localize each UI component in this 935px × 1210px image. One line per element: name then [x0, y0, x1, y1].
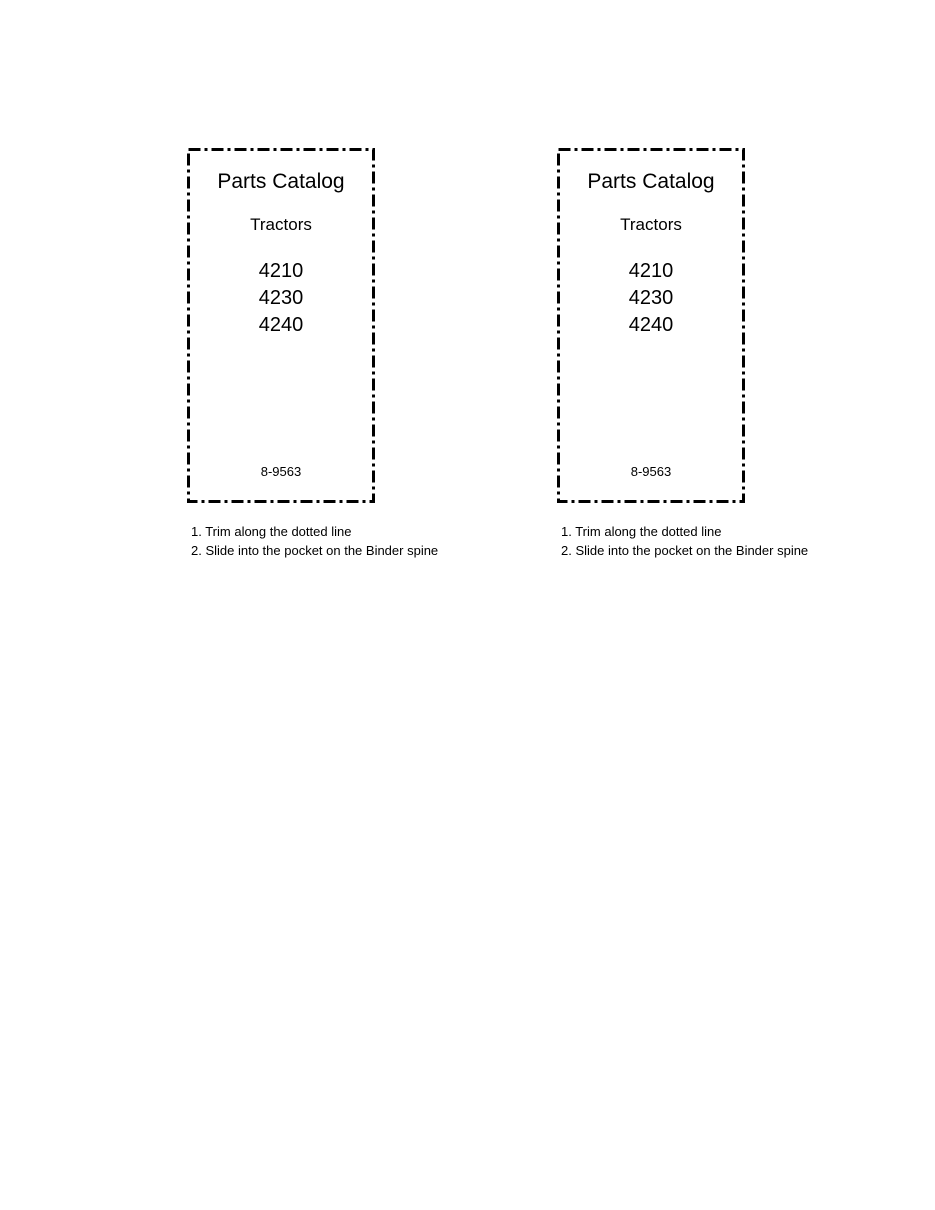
model-number: 4230: [258, 287, 304, 309]
instruction-step: 1. Trim along the dotted line: [561, 524, 722, 539]
instruction-step: 2. Slide into the pocket on the Binder spine: [191, 543, 439, 558]
part-number: 8-9563: [630, 464, 672, 479]
label-title: Parts Catalog: [217, 170, 345, 193]
instructions-left: [191, 522, 438, 560]
instruction-step: 1. Trim along the dotted line: [191, 524, 352, 539]
model-number: 4210: [258, 260, 304, 282]
instruction-step: 2. Slide into the pocket on the Binder spine: [561, 543, 809, 558]
spine-label-left: [187, 148, 375, 503]
label-subtitle: Tractors: [620, 215, 682, 234]
model-number: 4240: [258, 314, 304, 336]
label-title: Parts Catalog: [587, 170, 715, 193]
model-number: 4210: [628, 260, 674, 282]
instructions-right: [561, 522, 808, 560]
spine-label-right: [557, 148, 745, 503]
model-number: 4240: [628, 314, 674, 336]
model-list: [557, 258, 745, 339]
label-subtitle: Tractors: [250, 215, 312, 234]
part-number: 8-9563: [260, 464, 302, 479]
model-number: 4230: [628, 287, 674, 309]
model-list: [187, 258, 375, 339]
